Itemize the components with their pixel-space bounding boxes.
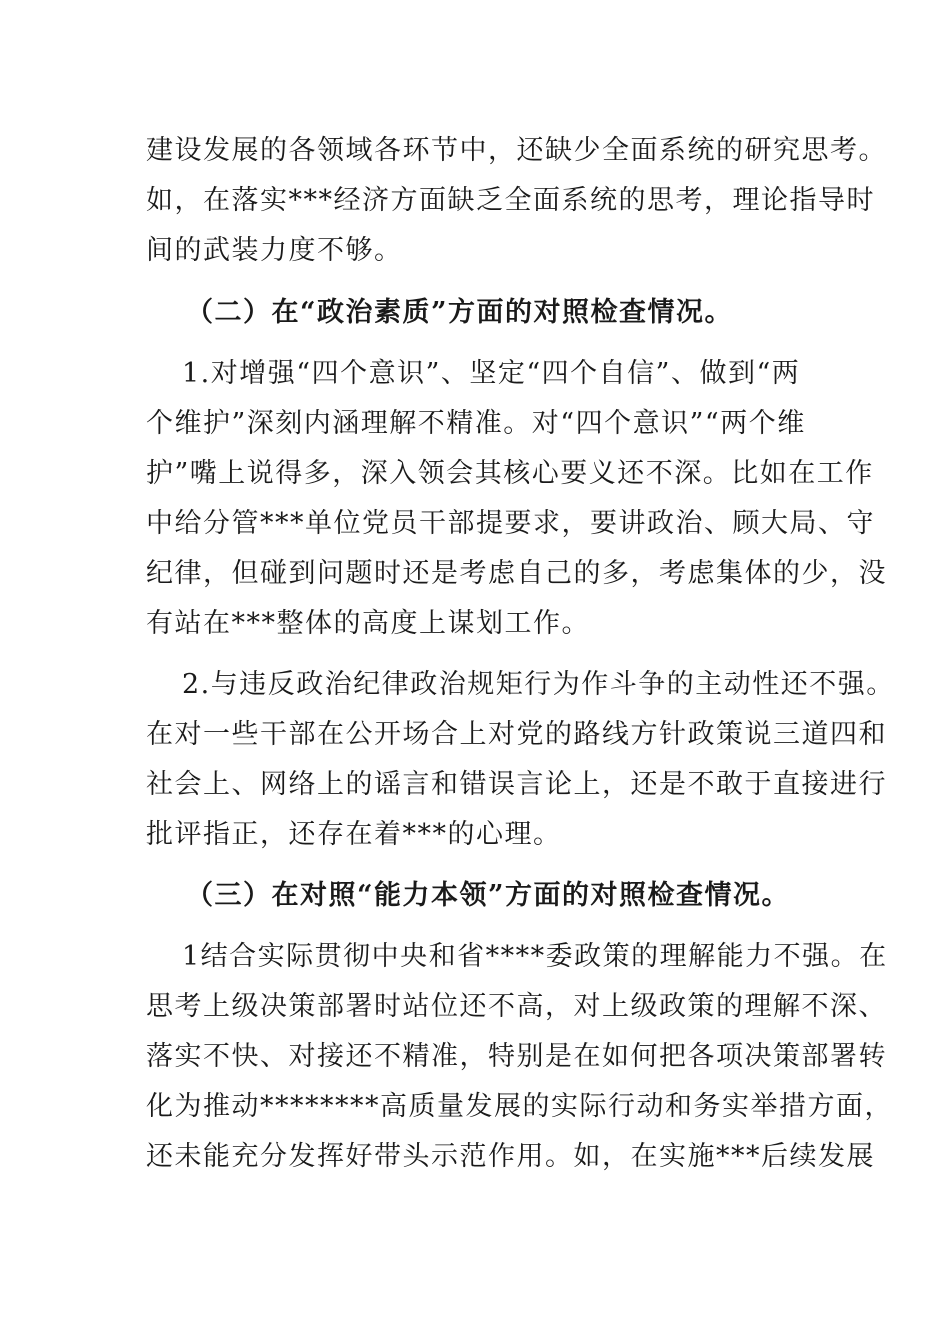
section-heading-3: （三）在对照“能力本领”方面的对照检查情况。 (186, 880, 791, 911)
paragraph-line: 2.与违反政治纪律政治规矩行为作斗争的主动性还不强。 (182, 669, 895, 700)
paragraph-line: 纪律，但碰到问题时还是考虑自己的多，考虑集体的少，没 (146, 558, 887, 589)
paragraph-line: 如，在落实***经济方面缺乏全面系统的思考，理论指导时 (146, 185, 875, 216)
paragraph-line: 思考上级决策部署时站位还不高，对上级政策的理解不深、 (146, 991, 887, 1022)
paragraph-line: 护”嘴上说得多，深入领会其核心要义还不深。比如在工作 (146, 458, 874, 489)
paragraph-line: 社会上、网络上的谣言和错误言论上，还是不敢于直接进行 (146, 769, 887, 800)
paragraph-line: 落实不快、对接还不精准，特别是在如何把各项决策部署转 (146, 1041, 887, 1072)
paragraph-line: 有站在***整体的高度上谋划工作。 (146, 608, 590, 639)
paragraph-line: 化为推动********高质量发展的实际行动和务实举措方面， (146, 1091, 893, 1122)
section-heading-2: （二）在“政治素质”方面的对照检查情况。 (186, 297, 734, 328)
paragraph-line: 在对一些干部在公开场合上对党的路线方针政策说三道四和 (146, 719, 887, 750)
paragraph-line: 1.对增强“四个意识”、坚定“四个自信”、做到“两 (182, 358, 801, 389)
paragraph-line: 个维护”深刻内涵理解不精准。对“四个意识”“两个维 (146, 408, 806, 439)
paragraph-line: 中给分管***单位党员干部提要求，要讲政治、顾大局、守 (146, 508, 875, 539)
paragraph-line: 1结合实际贯彻中央和省****委政策的理解能力不强。在 (182, 941, 888, 972)
paragraph-line: 批评指正，还存在着***的心理。 (146, 819, 562, 850)
paragraph-line: 建设发展的各领域各环节中，还缺少全面系统的研究思考。 (146, 135, 887, 166)
paragraph-line: 还未能充分发挥好带头示范作用。如，在实施***后续发展 (146, 1141, 875, 1172)
paragraph-line: 间的武装力度不够。 (146, 235, 403, 266)
